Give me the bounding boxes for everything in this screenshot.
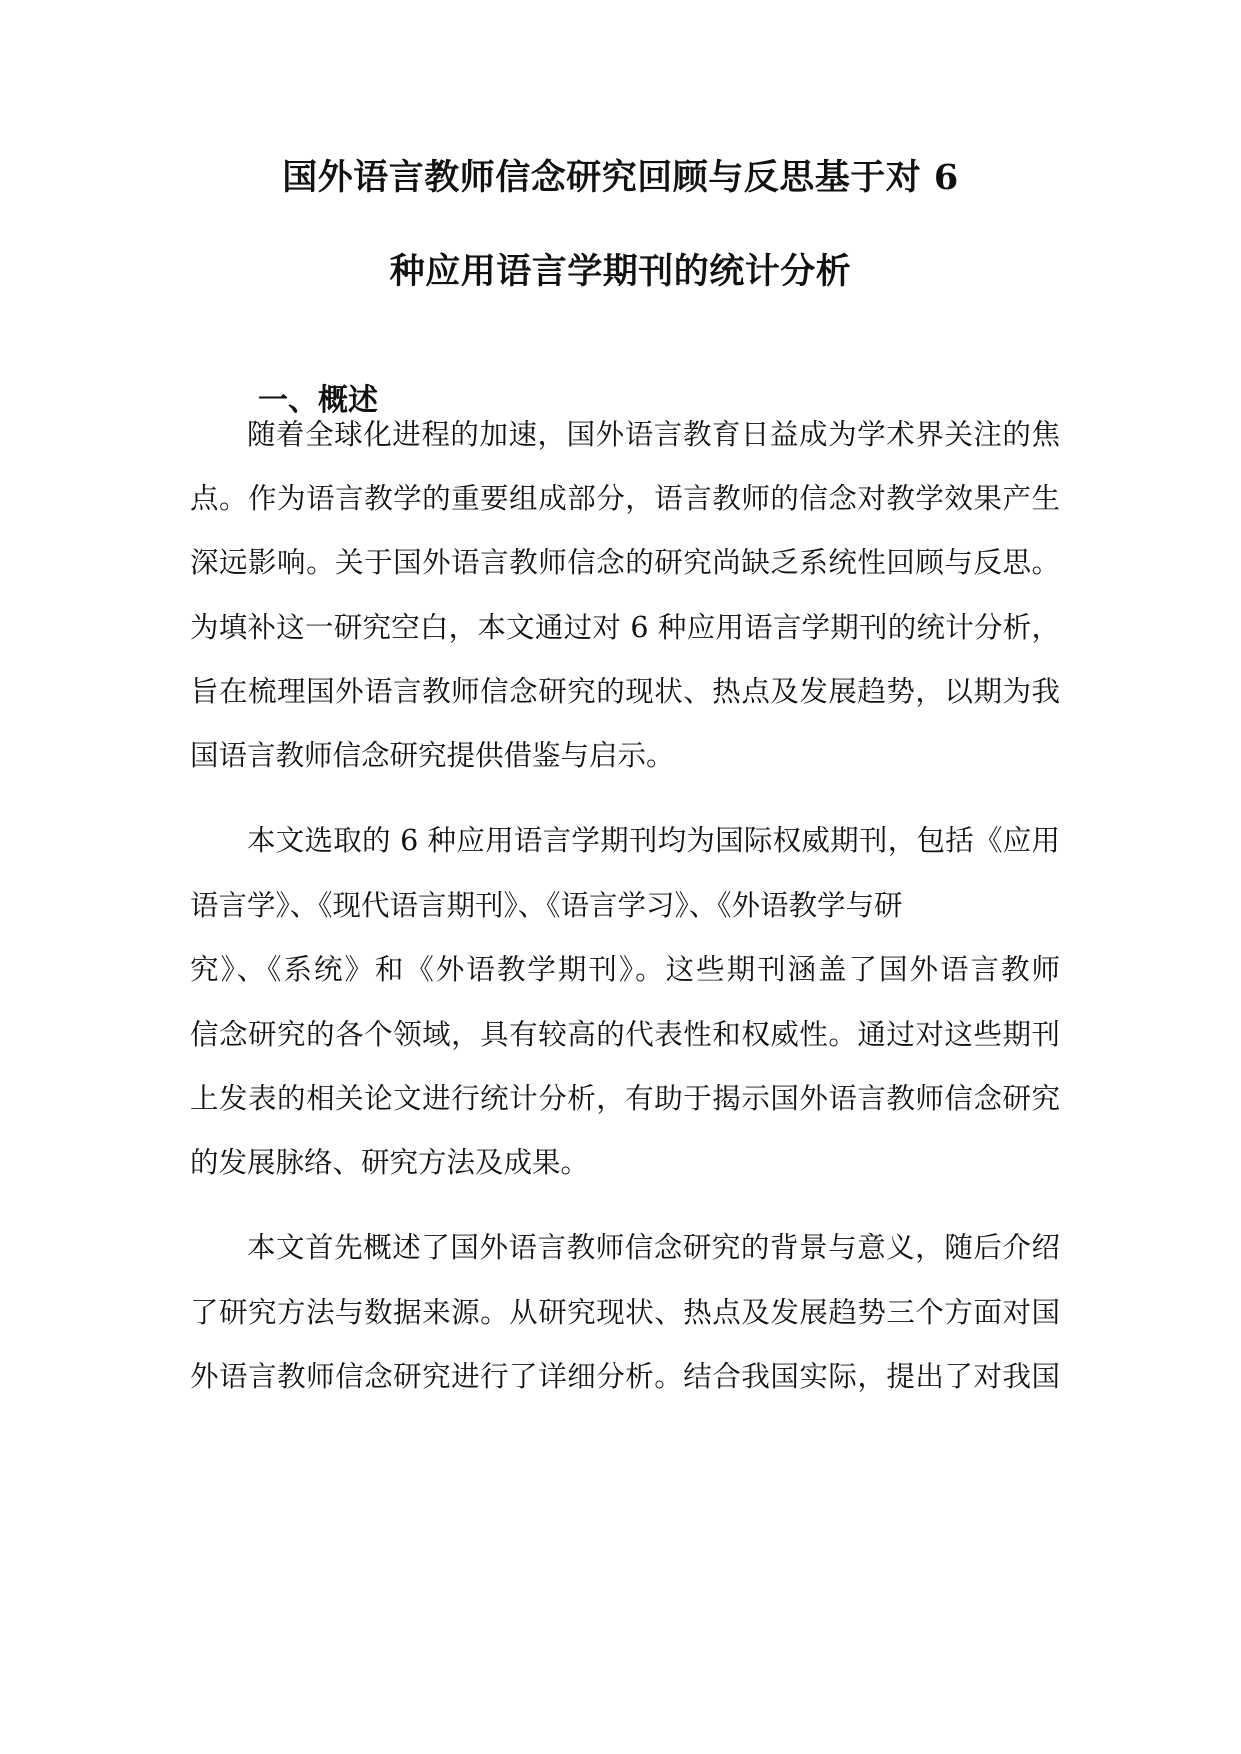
- paragraph-3-line-2: 了研究方法与数据来源。从研究现状、热点及发展趋势三个方面对国: [190, 1296, 1060, 1329]
- paragraph-3-line-3: 外语言教师信念研究进行了详细分析。结合我国实际，提出了对我国: [190, 1360, 1060, 1393]
- paragraph-2-line-4: 信念研究的各个领域，具有较高的代表性和权威性。通过对这些期刊: [190, 1018, 1060, 1051]
- paragraph-1-line-1: 随着全球化进程的加速，国外语言教育日益成为学术界关注的焦: [247, 418, 1060, 451]
- paragraph-2-line-3: 究》、《系统》和《外语教学期刊》。这些期刊涵盖了国外语言教师: [190, 953, 1060, 986]
- paragraph-1-line-4: 为填补这一研究空白，本文通过对 6 种应用语言学期刊的统计分析，: [190, 611, 1060, 644]
- paragraph-2-line-6: 的发展脉络、研究方法及成果。: [190, 1146, 590, 1179]
- paragraph-1-line-2: 点。作为语言教学的重要组成部分，语言教师的信念对教学效果产生: [190, 482, 1060, 515]
- paragraph-2-line-5: 上发表的相关论文进行统计分析，有助于揭示国外语言教师信念研究: [190, 1082, 1060, 1115]
- paragraph-2-line-1: 本文选取的 6 种应用语言学期刊均为国际权威期刊，包括《应用: [247, 824, 1060, 857]
- document-title-line-1: 国外语言教师信念研究回顾与反思基于对 6: [282, 157, 959, 198]
- document-title-line-2: 种应用语言学期刊的统计分析: [389, 251, 852, 292]
- paragraph-1-line-6: 国语言教师信念研究提供借鉴与启示。: [190, 739, 675, 772]
- paragraph-1-line-3: 深远影响。关于国外语言教师信念的研究尚缺乏系统性回顾与反思。: [190, 546, 1060, 579]
- paragraph-3-line-1: 本文首先概述了国外语言教师信念研究的背景与意义，随后介绍: [247, 1231, 1060, 1264]
- paragraph-1-line-5: 旨在梳理国外语言教师信念研究的现状、热点及发展趋势，以期为我: [190, 675, 1060, 708]
- section-heading: 一、概述: [258, 383, 378, 418]
- paragraph-2-line-2: 语言学》、《现代语言期刊》、《语言学习》、《外语教学与研: [190, 889, 903, 922]
